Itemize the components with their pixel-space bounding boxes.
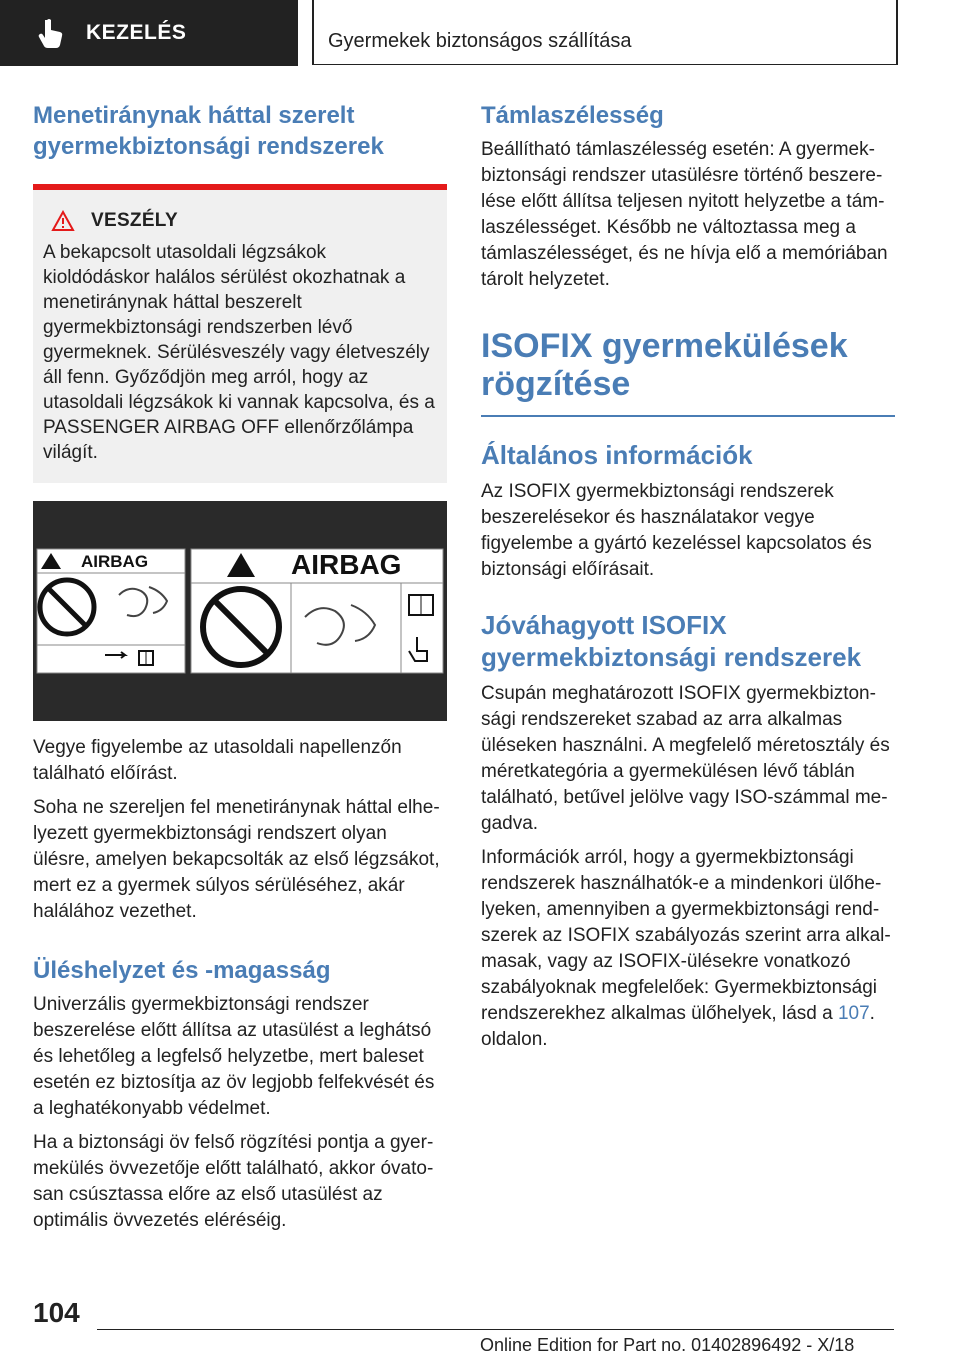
airbag-label-illustration xyxy=(33,501,447,721)
paragraph-backrest-width: Beállítható támlaszélesség esetén: A gyermekbiztonsági rendszer utasülésre történő beszerelése előtt állítsa teljesen nyitott helyzetbe a támlaszélességet. Később ne változtassa meg a támlaszélességet, és ne hívja elő a memóriában tárolt helyzetet. xyxy=(481,139,888,290)
paragraph-isofix-seating-end: . oldalon. xyxy=(481,1003,875,1050)
left-body xyxy=(33,735,447,1234)
danger-box xyxy=(33,184,447,483)
danger-title: VESZÉLY xyxy=(91,210,178,231)
danger-header xyxy=(43,210,435,232)
paragraph-isofix-approved: Csupán meghatározott ISOFIX gyermekbiztonsági rendszereket szabad az arra alkalmas üléseken használni. A megfelelő méretosztály és méretkategória a gyermekülésen lévő táblán található, betűvel jelölve vagy ISO-számmal megadva. xyxy=(481,683,890,834)
subheading-approved-isofix: Jóváhagyott ISOFIX gyermekbiztonsági rendszerek xyxy=(481,610,862,672)
subheading-general-info: Általános információk xyxy=(481,440,753,470)
warning-triangle-icon xyxy=(51,210,75,232)
left-column xyxy=(33,100,447,1242)
airbag-label-small: AIRBAG xyxy=(81,552,149,571)
paragraph-isofix-general: Az ISOFIX gyermekbiztonsági rendszerek beszerelésekor és használatakor vegye figyelembe a gyártó kezeléssel kapcsolatos és biztonsági előírásait. xyxy=(481,481,872,580)
page-header xyxy=(0,0,960,66)
chapter-heading-isofix: ISOFIX gyermekülések rögzítése xyxy=(481,327,848,403)
danger-text: A bekapcsolt utasoldali légzsákok kioldódáskor halálos sérülést okozhatnak a menetiránynak háttal beszerelt gyermekbiztonsági rendszerben lévő gyermeknek. Sérülésveszély vagy életveszély áll fenn. Győződjön meg arról, hogy az utasoldali légzsákok ki vannak kapcsolva, és a PASSENGER AIRBAG OFF ellenőrzőlámpa világít. xyxy=(43,242,435,463)
paragraph-isofix-seating-text: Információk arról, hogy a gyermekbiztonsági rendszerek használhatók-e a mindenkori ülőhelyeken, amennyiben a gyermekbiztonsági rendszerek az ISOFIX szabályozás szerint arra alkalmasak, vagy az ISOFIX-ülésekre vonatkozó szabályoknak megfelelőek: Gyermekbiztonsági rendszerekhez alkalmas ülőhelyek, lásd a xyxy=(481,847,891,1024)
airbag-label-figure xyxy=(33,501,447,721)
footer-divider xyxy=(97,1329,894,1330)
section-tab[interactable] xyxy=(0,0,298,66)
section-label: KEZELÉS xyxy=(86,21,187,44)
paragraph-isofix-seating xyxy=(481,845,895,1053)
section-heading-rear-facing: Menetiránynak háttal szerelt gyermekbiztonsági rendszerek xyxy=(33,102,384,160)
paragraph-belt-anchor: Ha a biztonsági öv felső rögzítési pontja a gyermekülés övvezetője előtt található, akkor óvatosan csúsztassa előre az első utasülést az optimális övvezetés eléréséig. xyxy=(33,1132,434,1231)
page-number: 104 xyxy=(33,1297,80,1328)
chapter-heading-block xyxy=(481,327,895,417)
hand-pointer-icon xyxy=(38,18,64,48)
section-heading-seat-position: Üléshelyzet és ‑magasság xyxy=(33,957,331,984)
chapter-title: Gyermekek biztonságos szállítása xyxy=(328,30,632,52)
airbag-label-large: AIRBAG xyxy=(291,549,402,580)
right-column xyxy=(481,100,895,1061)
edition-note: Online Edition for Part no. 01402896492 - X/18 xyxy=(480,1335,855,1355)
paragraph-never-install: Soha ne szereljen fel menetiránynak háttal elhelyezett gyermekbiztonsági rendszert olyan ülésre, amelyen bekapcsolták az első légzsákot, mert ez a gyermek súlyos sérüléséhez, akár halálához vezethet. xyxy=(33,797,440,922)
chapter-tab xyxy=(312,0,898,65)
section-heading-backrest-width: Támlaszélesség xyxy=(481,102,664,129)
paragraph-sun-visor: Vegye figyelembe az utasoldali napellenzőn található előírást. xyxy=(33,737,402,784)
paragraph-universal-install: Univerzális gyermekbiztonsági rendszer beszerelése előtt állítsa az utasülést a leghátsó és lehetőleg a legfelső helyzetbe, mert baleset esetén ez biztosítja az öv legjobb felfekvését és a leghatékonyabb védelmet. xyxy=(33,994,435,1119)
page-reference-link[interactable]: 107 xyxy=(837,1003,870,1024)
